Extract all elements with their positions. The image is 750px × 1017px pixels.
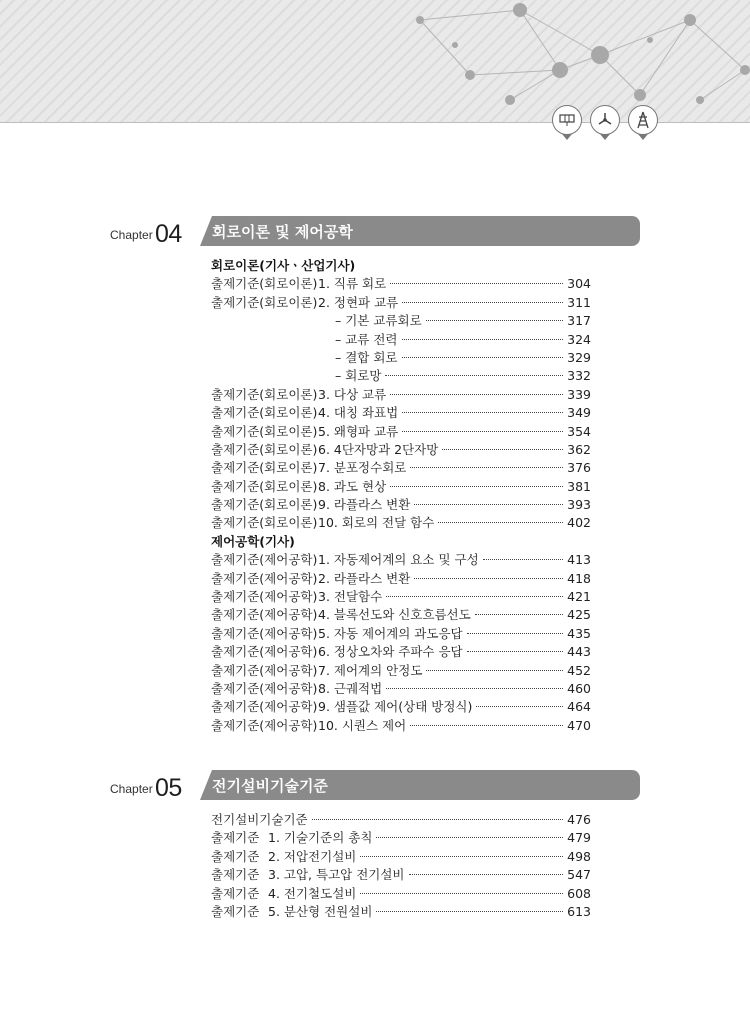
- dot-leader: [402, 356, 564, 358]
- dot-leader: [402, 411, 563, 413]
- toc-entry[interactable]: [211, 478, 591, 496]
- dot-leader: [426, 319, 563, 321]
- toc-entry-category: 출제기준(제어공학): [211, 625, 318, 641]
- transmission-tower-icon: [628, 105, 658, 135]
- toc-entry-title: 1. 자동제어계의 요소 및 구성: [318, 552, 479, 568]
- toc-entry-title: 8. 근궤적법: [318, 680, 383, 696]
- toc-entry-category: 출제기준: [211, 903, 260, 919]
- dot-leader: [376, 836, 563, 838]
- dot-leader: [438, 521, 563, 523]
- dot-leader: [442, 448, 563, 450]
- toc-entry-category: 출제기준(제어공학): [211, 570, 318, 586]
- toc-entry-category: 출제기준(회로이론): [211, 441, 318, 457]
- toc-subentry[interactable]: [211, 367, 591, 385]
- toc-entry-page: 317: [567, 313, 591, 329]
- toc-entry-title: 7. 분포정수회로: [318, 460, 407, 476]
- dot-leader: [390, 485, 563, 487]
- toc-entry-category: 출제기준(제어공학): [211, 607, 318, 623]
- toc-entry[interactable]: [211, 588, 591, 606]
- dot-leader: [360, 892, 563, 894]
- dot-leader: [402, 301, 563, 303]
- toc-entry[interactable]: [211, 606, 591, 624]
- toc-entry[interactable]: [211, 811, 591, 829]
- toc-entry-page: 393: [567, 497, 591, 513]
- dot-leader: [312, 818, 564, 820]
- toc-entry[interactable]: [211, 275, 591, 293]
- toc-entry-title: 1. 직류 회로: [318, 276, 387, 292]
- chapter-title: 전기설비기술기준: [212, 777, 328, 795]
- toc-entry[interactable]: [211, 294, 591, 312]
- toc-entry-page: 470: [567, 717, 591, 733]
- toc-entry-page: 311: [567, 294, 591, 310]
- toc-entry-page: 332: [567, 368, 591, 384]
- toc-entry-category: 출제기준(제어공학): [211, 699, 318, 715]
- toc-entry-title: – 기본 교류회로: [335, 313, 422, 329]
- chapter-number: 04: [155, 220, 182, 248]
- toc-entry-category: 출제기준(제어공학): [211, 552, 318, 568]
- toc-entry-page: 381: [567, 478, 591, 494]
- toc-entry-title: 4. 블록선도와 신호흐름선도: [318, 607, 471, 623]
- toc-entry-category: 출제기준: [211, 867, 260, 883]
- toc-entry-category: 출제기준(제어공학): [211, 680, 318, 696]
- toc-entry-page: 324: [567, 331, 591, 347]
- toc-entry-page: 421: [567, 589, 591, 605]
- toc-entry-category: 출제기준(회로이론): [211, 497, 318, 513]
- dot-leader: [376, 910, 563, 912]
- toc-entry-title: 3. 전달함수: [318, 589, 383, 605]
- toc-subentry[interactable]: [211, 331, 591, 349]
- dot-leader: [467, 650, 564, 652]
- toc-entry-page: 547: [567, 867, 591, 883]
- chapter-label: Chapter: [110, 782, 153, 796]
- dot-leader: [360, 855, 563, 857]
- toc-entry-title: 5. 자동 제어계의 과도응답: [318, 625, 463, 641]
- header-icons: [550, 105, 660, 139]
- toc-entry-title: 10. 회로의 전달 함수: [318, 515, 435, 531]
- toc-entry-title: 2. 저압전기설비: [268, 848, 357, 864]
- toc-entry-category: 출제기준(회로이론): [211, 276, 318, 292]
- toc-entry-title: – 결합 회로: [335, 349, 398, 365]
- toc-entry-category: 출제기준(회로이론): [211, 423, 318, 439]
- toc-entry-title: – 회로망: [335, 368, 382, 384]
- toc-entry[interactable]: [211, 625, 591, 643]
- dot-leader: [385, 374, 563, 376]
- chapter-number: 05: [155, 774, 182, 802]
- toc-entry-page: 608: [567, 885, 591, 901]
- toc-entry-page: 304: [567, 276, 591, 292]
- toc-entry[interactable]: [211, 514, 591, 532]
- toc-entry-page: 498: [567, 848, 591, 864]
- chapter-05-header: [110, 768, 650, 802]
- toc-entry[interactable]: [211, 848, 591, 866]
- toc-entry-page: 464: [567, 699, 591, 715]
- dot-leader: [402, 430, 563, 432]
- toc-entry[interactable]: [211, 885, 591, 903]
- toc-entry[interactable]: [211, 441, 591, 459]
- dot-leader: [467, 632, 564, 634]
- dot-leader: [386, 687, 563, 689]
- toc-entry-category: 출제기준(회로이론): [211, 515, 318, 531]
- toc-entry[interactable]: [211, 866, 591, 884]
- toc-entry-page: 339: [567, 386, 591, 402]
- toc-entry-page: 354: [567, 423, 591, 439]
- toc-entry-title: 5. 분산형 전원설비: [268, 903, 373, 919]
- toc-entry-page: 376: [567, 460, 591, 476]
- chapter-04-toc: [211, 257, 591, 735]
- toc-subentry[interactable]: [211, 312, 591, 330]
- toc-entry-page: 425: [567, 607, 591, 623]
- dot-leader: [426, 669, 563, 671]
- toc-entry-page: 443: [567, 644, 591, 660]
- toc-entry-title: 9. 샘플값 제어(상태 방정식): [318, 699, 473, 715]
- dot-leader: [402, 338, 564, 340]
- toc-entry-title: 9. 라플라스 변환: [318, 497, 411, 513]
- toc-entry-category: 출제기준(회로이론): [211, 294, 318, 310]
- toc-entry[interactable]: [211, 551, 591, 569]
- toc-entry[interactable]: [211, 386, 591, 404]
- toc-entry[interactable]: [211, 423, 591, 441]
- toc-entry-title: 3. 다상 교류: [318, 386, 387, 402]
- toc-entry-category: 출제기준(회로이론): [211, 478, 318, 494]
- toc-entry-category: 출제기준(제어공학): [211, 644, 318, 660]
- toc-entry-page: 418: [567, 570, 591, 586]
- toc-entry-title: 2. 정현파 교류: [318, 294, 399, 310]
- dot-leader: [475, 613, 563, 615]
- toc-entry-page: 402: [567, 515, 591, 531]
- toc-subentry[interactable]: [211, 349, 591, 367]
- dot-leader: [410, 724, 563, 726]
- chapter-04-header: [110, 214, 650, 248]
- toc-entry[interactable]: [211, 570, 591, 588]
- toc-entry-page: 476: [567, 812, 591, 827]
- dot-leader: [410, 466, 563, 468]
- toc-entry-category: 전기설비기술기준: [211, 812, 308, 827]
- toc-entry[interactable]: [211, 404, 591, 422]
- toc-entry-category: 출제기준(회로이론): [211, 460, 318, 476]
- toc-entry-title: 10. 시퀀스 제어: [318, 717, 407, 733]
- wind-turbine-icon: [590, 105, 620, 135]
- toc-entry-category: 출제기준(제어공학): [211, 589, 318, 605]
- toc-entry-category: 출제기준: [211, 885, 260, 901]
- dot-leader: [476, 705, 563, 707]
- toc-entry[interactable]: [211, 459, 591, 477]
- toc-entry-title: 7. 제어계의 안정도: [318, 662, 423, 678]
- toc-entry-title: 5. 왜형파 교류: [318, 423, 399, 439]
- dot-leader: [386, 595, 563, 597]
- toc-entry-title: 3. 고압, 특고압 전기설비: [268, 867, 405, 883]
- toc-entry[interactable]: [211, 680, 591, 698]
- toc-entry-title: – 교류 전력: [335, 331, 398, 347]
- toc-entry-category: 출제기준(제어공학): [211, 717, 318, 733]
- toc-entry-title: 4. 대칭 좌표법: [318, 405, 399, 421]
- toc-entry[interactable]: [211, 698, 591, 716]
- toc-entry-title: 6. 정상오차와 주파수 응답: [318, 644, 463, 660]
- toc-entry-category: 출제기준: [211, 848, 260, 864]
- toc-entry-page: 349: [567, 405, 591, 421]
- toc-entry-title: 6. 4단자망과 2단자망: [318, 441, 439, 457]
- toc-entry-category: 출제기준(회로이론): [211, 405, 318, 421]
- dot-leader: [414, 577, 563, 579]
- toc-entry[interactable]: [211, 903, 591, 921]
- section-heading: 제어공학(기사): [211, 533, 295, 549]
- toc-entry-page: 460: [567, 680, 591, 696]
- toc-entry[interactable]: [211, 643, 591, 661]
- toc-entry-page: 479: [567, 830, 591, 846]
- toc-entry[interactable]: [211, 496, 591, 514]
- chapter-title: 회로이론 및 제어공학: [212, 223, 353, 241]
- dot-leader: [390, 393, 563, 395]
- toc-entry-page: 362: [567, 441, 591, 457]
- toc-entry-title: 4. 전기철도설비: [268, 885, 357, 901]
- toc-entry-page: 452: [567, 662, 591, 678]
- toc-entry-category: 출제기준(제어공학): [211, 662, 318, 678]
- toc-entry[interactable]: [211, 829, 591, 847]
- toc-entry-category: 출제기준(회로이론): [211, 386, 318, 402]
- solar-panel-icon: [552, 105, 582, 135]
- toc-entry-page: 435: [567, 625, 591, 641]
- toc-entry-title: 8. 과도 현상: [318, 478, 387, 494]
- toc-entry[interactable]: [211, 717, 591, 735]
- chapter-05-toc: [211, 811, 591, 921]
- toc-entry-page: 613: [567, 903, 591, 919]
- dot-leader: [414, 503, 563, 505]
- dot-leader: [409, 873, 564, 875]
- toc-entry-category: 출제기준: [211, 830, 260, 846]
- toc-entry-title: 2. 라플라스 변환: [318, 570, 411, 586]
- toc-entry[interactable]: [211, 662, 591, 680]
- dot-leader: [390, 282, 563, 284]
- section-heading: 회로이론(기사ㆍ산업기사): [211, 258, 356, 273]
- toc-entry-page: 329: [567, 349, 591, 365]
- dot-leader: [483, 558, 563, 560]
- chapter-label: Chapter: [110, 228, 153, 242]
- toc-entry-page: 413: [567, 552, 591, 568]
- toc-entry-title: 1. 기술기준의 총칙: [268, 830, 373, 846]
